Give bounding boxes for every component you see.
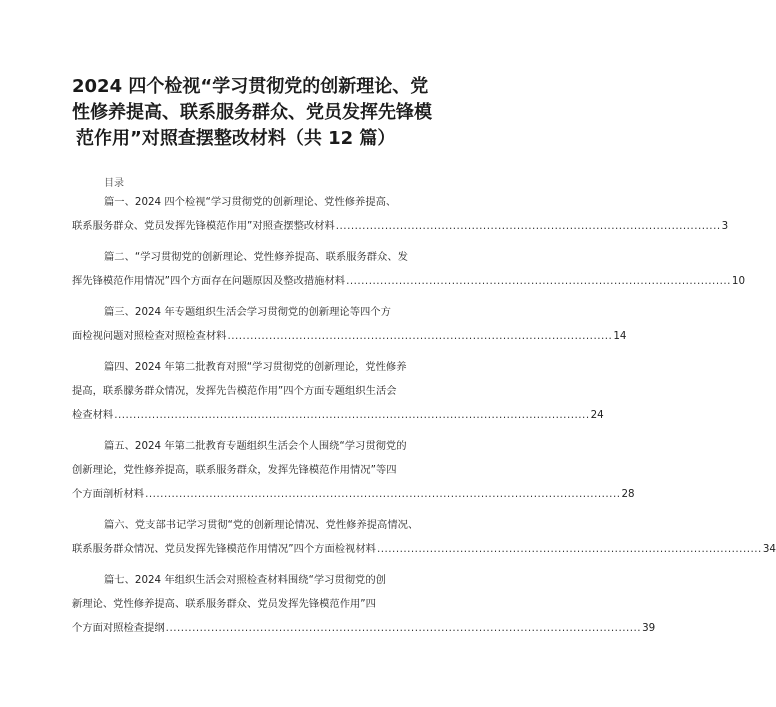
toc-entry-text: 面检视问题对照检查对照检查材料 [72,330,227,342]
toc-entry[interactable] [72,568,656,640]
toc-page-number: 14 [613,330,627,342]
toc-entry-text: 个方面剖析材料 [72,488,145,500]
toc-entry-last-line [72,537,776,561]
toc-leader-dots: .............................................................................................................................. [114,409,590,421]
toc-entry[interactable] [72,300,627,348]
toc-entry-text: 篇一、2024 四个检视“学习贯彻党的创新理论、党性修养提高、 [104,196,397,208]
toc-page-number: 10 [731,275,746,287]
toc-entry-text: 创新理论，党性修养提高，联系服务群众，发挥先锋模范作用情况”等四 [72,464,397,476]
toc-entry[interactable] [72,245,746,293]
toc-entry-text: 篇五、2024 年第二批教育专题组织生活会个人围绕“学习贯彻党的 [104,440,407,452]
table-of-contents [72,190,776,640]
toc-entry-last-line [72,616,656,640]
toc-page-number: 39 [642,622,656,634]
toc-leader-dots: ...................................................................................................... [346,275,731,287]
toc-entry-text: 篇六、党支部书记学习贯彻“党的创新理论情况、党性修养提高情况、 [104,519,419,531]
toc-leader-dots: ...................................................................................................... [376,543,762,555]
toc-entry-text: 个方面对照检查提纲 [72,622,165,634]
toc-entry-text: 篇四、2024 年第二批教育对照“学习贯彻党的创新理论，党性修养 [104,361,407,373]
toc-entry-text: 篇三、2024 年专题组织生活会学习贯彻党的创新理论等四个方 [104,306,391,318]
toc-entry[interactable] [72,434,635,506]
toc-heading: 目录 [104,178,124,189]
toc-page-number: 28 [621,488,635,500]
toc-entry-text: 联系服务群众、党员发挥先锋模范作用”对照查摆整改材料 [72,220,335,232]
toc-entry[interactable] [72,513,776,561]
toc-entry[interactable] [72,355,604,427]
toc-leader-dots: ...................................................................................................... [335,220,721,232]
toc-entry[interactable] [72,190,729,238]
toc-entry-text: 提高，联系朦务群众情况，发挥先告模范作用”四个方面专题组织生活会 [72,385,397,397]
toc-leader-dots: .............................................................................................................................. [145,488,621,500]
toc-entry-text: 检查材料 [72,409,114,421]
title-line: 性修养提高、联系服务群众、党员发挥先锋模 [72,102,432,123]
toc-page-number: 3 [721,220,729,232]
toc-entry-text: 新理论、党性修养提高、联系服务群众、党员发挥先锋模范作用”四 [72,598,376,610]
toc-entry-last-line [72,214,729,238]
document-title [72,74,432,152]
title-line: 2024 四个检视“学习贯彻党的创新理论、党 [72,76,429,97]
toc-entry-last-line [72,403,604,427]
toc-entry-last-line [72,482,635,506]
toc-entry-text: 挥先锋模范作用情况”四个方面存在问题原因及整改措施材料 [72,275,346,287]
toc-entry-last-line [72,324,627,348]
toc-entry-text: 篇七、2024 年组织生活会对照检查材料围绕“学习贯彻党的创 [104,574,386,586]
toc-entry-text: 篇二、“学习贯彻党的创新理论、党性修养提高、联系服务群众、发 [104,251,408,263]
toc-leader-dots: .............................................................................................................................. [165,622,642,634]
toc-page-number: 34 [762,543,776,555]
toc-page-number: 24 [590,409,604,421]
toc-entry-last-line [72,269,746,293]
title-line: 范作用”对照查摆整改材料（共 12 篇） [76,128,396,149]
toc-entry-text: 联系服务群众情况、党员发挥先锋模范作用情况”四个方面检视材料 [72,543,376,555]
toc-leader-dots: ...................................................................................................... [227,330,613,342]
